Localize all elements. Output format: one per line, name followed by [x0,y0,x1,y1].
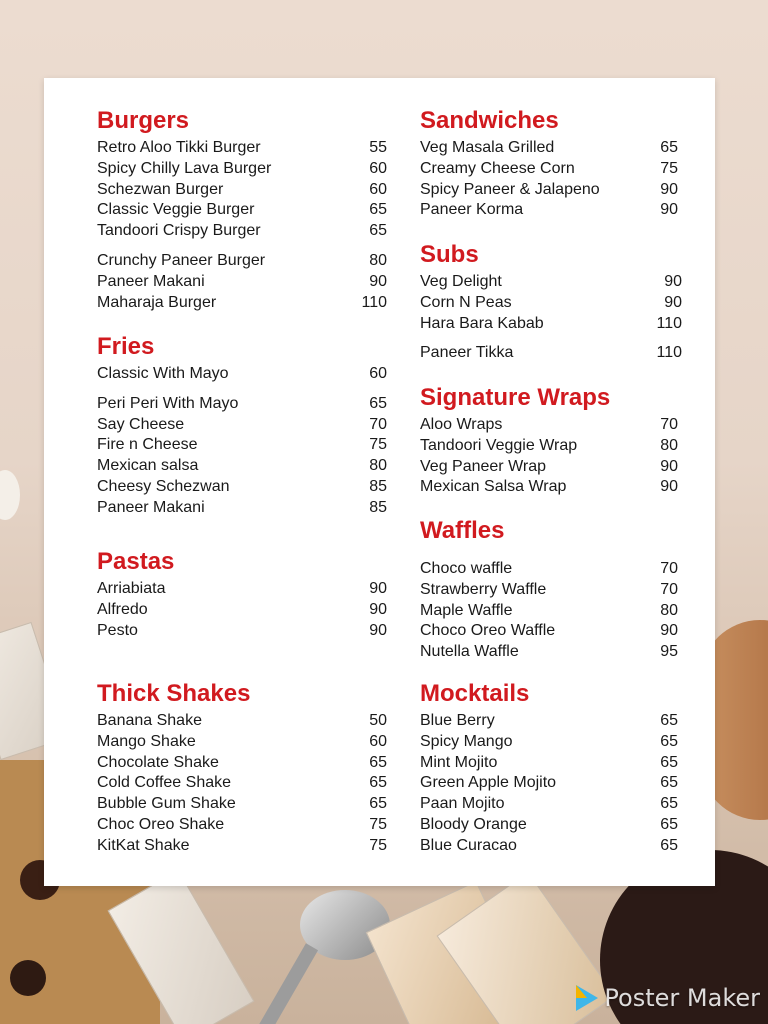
item-name: Fire n Cheese [97,436,198,454]
menu-item [420,621,678,642]
item-name: Mexican salsa [97,457,199,475]
item-name: Cold Coffee Shake [97,774,232,792]
item-price: 65 [660,836,678,854]
menu-item [420,815,678,836]
menu-item [420,180,678,201]
item-name: KitKat Shake [97,836,190,854]
item-price: 60 [369,365,387,382]
item-price: 65 [369,222,387,240]
item-name: Nutella Waffle [420,643,519,661]
item-price: 70 [660,560,678,577]
item-name: Hara Bara Kabab [420,314,544,332]
menu-item [420,559,678,580]
menu-item [97,435,387,456]
item-name: Veg Masala Grilled [420,139,555,156]
item-price: 90 [369,272,387,290]
menu-item [97,415,387,436]
menu-item [420,272,682,293]
menu-item [97,621,387,642]
item-name: Peri Peri With Mayo [97,394,239,412]
item-name: Maharaja Burger [97,293,217,311]
menu-item [97,498,387,519]
item-name: Schezwan Burger [97,180,224,198]
menu-section [97,333,387,519]
section-title: Burgers [97,107,190,134]
menu-item [420,601,678,622]
item-name: Creamy Cheese Corn [420,159,575,177]
item-name: Banana Shake [97,712,202,729]
item-name: Classic With Mayo [97,365,229,382]
item-name: Choco waffle [420,560,513,577]
menu-item [420,415,678,436]
item-name: Maple Waffle [420,601,513,619]
item-price: 90 [664,273,682,290]
item-name: Green Apple Mojito [420,774,557,792]
item-name: Retro Aloo Tikki Burger [97,139,261,156]
section-title: Waffles [420,517,505,544]
item-name: Corn N Peas [420,293,512,311]
item-name: Paneer Korma [420,201,524,219]
item-price: 55 [369,139,387,156]
item-price: 90 [660,201,678,219]
item-price: 65 [369,753,387,771]
item-price: 60 [369,159,387,177]
item-name: Blue Curacao [420,836,517,854]
menu-item [97,251,387,272]
menu-item [420,200,678,221]
menu-item [97,753,387,774]
menu-item [97,159,387,180]
item-name: Mint Mojito [420,753,498,771]
section-title: Signature Wraps [420,384,611,411]
menu-item [420,711,678,732]
item-name: Arriabiata [97,580,166,597]
menu-section [420,384,678,498]
item-name: Mango Shake [97,732,196,750]
item-name: Aloo Wraps [420,416,503,433]
menu-item [97,600,387,621]
item-name: Mexican Salsa Wrap [420,478,567,496]
item-name: Paneer Makani [97,498,205,516]
menu-item [420,314,682,335]
item-price: 110 [361,293,387,311]
menu-section [420,680,678,857]
menu-section [420,107,678,221]
item-price: 80 [369,251,387,269]
menu-item [420,773,678,794]
menu-item [420,753,678,774]
spoon-handle-decoration [256,943,318,1024]
item-price: 65 [660,712,678,729]
item-price: 90 [660,457,678,475]
watermark-text: Poster Maker [604,984,760,1012]
menu-item [97,200,387,221]
item-price: 70 [660,416,678,433]
item-price: 75 [660,159,678,177]
menu-item [97,711,387,732]
menu-item [420,343,682,364]
item-price: 90 [369,600,387,618]
section-title: Subs [420,241,479,268]
item-price: 85 [369,477,387,495]
play-icon [576,985,598,1011]
item-price: 75 [369,436,387,454]
item-name: Spicy Chilly Lava Burger [97,159,272,177]
item-price: 70 [660,580,678,598]
item-name: Choco Oreo Waffle [420,622,556,640]
item-price: 80 [660,436,678,454]
item-name: Spicy Mango [420,732,513,750]
item-price: 65 [660,732,678,750]
item-price: 80 [369,457,387,475]
menu-section [97,107,387,313]
item-price: 90 [664,293,682,311]
menu-item [97,293,387,314]
menu-item [97,836,387,857]
item-name: Alfredo [97,600,148,618]
poster-maker-watermark [576,984,760,1012]
item-price: 65 [369,774,387,792]
section-title: Sandwiches [420,107,559,134]
section-title: Fries [97,333,155,360]
item-price: 90 [369,621,387,639]
menu-item [97,394,387,415]
menu-item [420,732,678,753]
item-name: Crunchy Paneer Burger [97,251,266,269]
menu-item [420,580,678,601]
item-name: Paneer Tikka [420,344,514,362]
item-name: Bubble Gum Shake [97,795,236,813]
menu-item [97,221,387,242]
menu-item [420,436,678,457]
item-price: 110 [656,344,682,362]
menu-item [420,457,678,478]
item-price: 90 [660,478,678,496]
menu-section [97,548,387,641]
item-price: 85 [369,498,387,516]
item-name: Veg Delight [420,273,502,290]
item-name: Veg Paneer Wrap [420,457,547,475]
item-price: 65 [660,139,678,156]
item-name: Paneer Makani [97,272,205,290]
item-price: 50 [369,712,387,729]
item-price: 65 [660,774,678,792]
menu-item [97,732,387,753]
menu-item [97,180,387,201]
item-price: 65 [660,795,678,813]
section-title: Thick Shakes [97,680,251,707]
menu-item [97,794,387,815]
menu-item [420,159,678,180]
item-name: Chocolate Shake [97,753,219,771]
item-price: 75 [369,815,387,833]
menu-item [420,293,682,314]
menu-item [420,477,678,498]
menu-item [97,272,387,293]
menu-item [97,579,387,600]
menu-item [420,836,678,857]
item-name: Cheesy Schezwan [97,477,230,495]
item-name: Classic Veggie Burger [97,201,255,219]
item-price: 65 [660,815,678,833]
item-name: Tandoori Veggie Wrap [420,436,578,454]
menu-card [44,78,715,886]
item-price: 65 [660,753,678,771]
menu-section [97,680,387,857]
item-name: Choc Oreo Shake [97,815,225,833]
menu-item [97,456,387,477]
menu-item [97,477,387,498]
item-name: Tandoori Crispy Burger [97,222,261,240]
item-name: Spicy Paneer & Jalapeno [420,180,600,198]
menu-section [420,517,678,663]
menu-item [97,138,387,159]
item-price: 60 [369,180,387,198]
menu-item [420,794,678,815]
item-price: 65 [369,795,387,813]
item-name: Pesto [97,621,138,639]
item-price: 75 [369,836,387,854]
item-price: 65 [369,394,387,412]
menu-item [97,364,387,385]
menu-item [420,138,678,159]
section-title: Pastas [97,548,175,575]
menu-item [420,642,678,663]
section-title: Mocktails [420,680,530,707]
item-price: 90 [660,180,678,198]
item-price: 65 [369,201,387,219]
item-price: 60 [369,732,387,750]
menu-section [420,241,682,364]
item-name: Blue Berry [420,712,495,729]
item-price: 70 [369,415,387,433]
item-name: Say Cheese [97,415,185,433]
item-price: 90 [369,580,387,597]
item-price: 80 [660,601,678,619]
item-price: 90 [660,622,678,640]
item-name: Bloody Orange [420,815,527,833]
item-price: 95 [660,643,678,661]
crumb-decoration [0,470,20,520]
item-name: Paan Mojito [420,795,505,813]
menu-item [97,773,387,794]
raisin-decoration [10,960,46,996]
item-price: 110 [656,314,682,332]
menu-item [97,815,387,836]
item-name: Strawberry Waffle [420,580,547,598]
